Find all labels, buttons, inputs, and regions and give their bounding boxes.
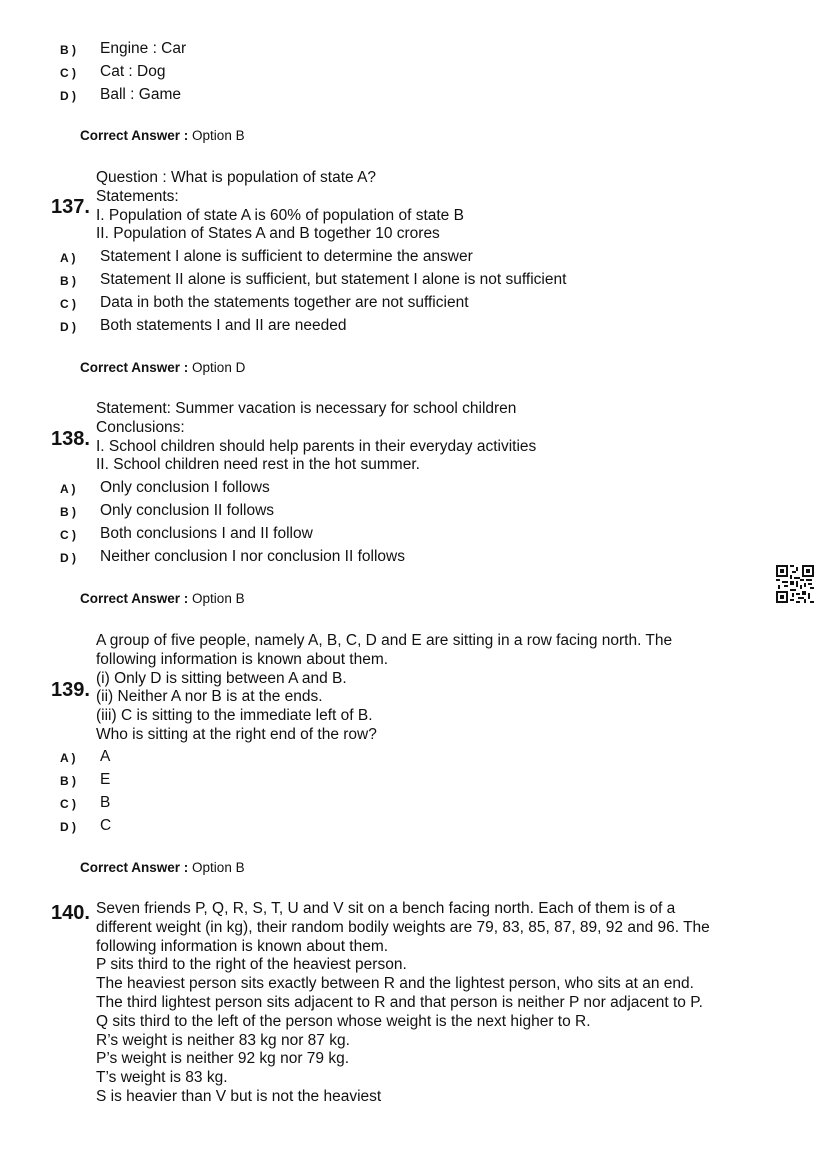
- answer-label: Correct Answer :: [80, 860, 189, 875]
- option-text: Neither conclusion I nor conclusion II follows: [100, 548, 405, 565]
- correct-answer: [80, 591, 245, 606]
- option-text: Data in both the statements together are not sufficient: [100, 294, 469, 311]
- option-letter: D ): [60, 320, 76, 334]
- option-text: Only conclusion II follows: [100, 502, 275, 519]
- answer-label: Correct Answer :: [80, 591, 189, 606]
- option-text: Both statements I and II are needed: [100, 317, 347, 334]
- question-number: 140.: [51, 902, 90, 924]
- question-line: S is heavier than V but is not the heaviest: [96, 1087, 382, 1105]
- answer-value: Option B: [192, 128, 245, 143]
- question-line: II. School children need rest in the hot summer.: [96, 456, 420, 474]
- answer-value: Option B: [192, 591, 245, 606]
- question-line: (ii) Neither A nor B is at the ends.: [96, 688, 323, 706]
- correct-answer: [80, 860, 245, 875]
- option-text: Statement II alone is sufficient, but statement I alone is not sufficient: [100, 271, 567, 288]
- question-number: 139.: [51, 679, 90, 701]
- option-text: C: [100, 817, 112, 834]
- question-text: [96, 900, 710, 1107]
- correct-answer: [80, 128, 245, 143]
- question-text: [96, 169, 464, 244]
- question-line: Question : What is population of state A?: [96, 169, 377, 186]
- question-line: different weight (in kg), their random bodily weights are 79, 83, 85, 87, 89, 92 and 96. The: [96, 918, 710, 936]
- question-line: P sits third to the right of the heaviest person.: [96, 956, 407, 974]
- question-line: Statements:: [96, 187, 179, 205]
- question-line: Seven friends P, Q, R, S, T, U and V sit on a bench facing north. Each of them is of a: [96, 900, 676, 917]
- option-text: Statement I alone is sufficient to determine the answer: [100, 248, 473, 265]
- question-line: (iii) C is sitting to the immediate left of B.: [96, 707, 373, 725]
- question-line: R’s weight is neither 83 kg nor 87 kg.: [96, 1031, 350, 1049]
- option-letter: C ): [60, 297, 76, 311]
- answer-value: Option D: [192, 360, 246, 375]
- option-letter: C ): [60, 797, 76, 811]
- question-line: Statement: Summer vacation is necessary for school children: [96, 400, 517, 417]
- option-text: E: [100, 771, 111, 788]
- qr-code-icon: [776, 565, 814, 603]
- option-letter: A ): [60, 482, 76, 496]
- answer-label: Correct Answer :: [80, 360, 189, 375]
- question-line: following information is known about them.: [96, 937, 389, 955]
- question-line: The third lightest person sits adjacent to R and that person is neither P nor adjacent to P.: [96, 993, 703, 1011]
- option-text: Only conclusion I follows: [100, 479, 270, 496]
- answer-value: Option B: [192, 860, 245, 875]
- answer-label: Correct Answer :: [80, 128, 189, 143]
- question-line: A group of five people, namely A, B, C, D and E are sitting in a row facing north. The: [96, 632, 673, 649]
- question-text: [96, 400, 536, 475]
- option-text: Cat : Dog: [100, 63, 166, 80]
- option-letter: D ): [60, 551, 76, 565]
- option-letter: C ): [60, 66, 76, 80]
- question-line: T’s weight is 83 kg.: [96, 1069, 228, 1087]
- option-letter: D ): [60, 820, 76, 834]
- option-text: Ball : Game: [100, 86, 181, 103]
- question-line: following information is known about them.: [96, 650, 389, 668]
- question-line: The heaviest person sits exactly between R and the lightest person, who sits at an end.: [96, 975, 694, 993]
- question-line: II. Population of States A and B together 10 crores: [96, 225, 440, 243]
- option-letter: A ): [60, 251, 76, 265]
- question-line: P’s weight is neither 92 kg nor 79 kg.: [96, 1050, 350, 1068]
- question-line: Q sits third to the left of the person whose weight is the next higher to R.: [96, 1012, 591, 1030]
- option-text: B: [100, 794, 111, 811]
- option-letter: B ): [60, 274, 76, 288]
- question-line: I. Population of state A is 60% of population of state B: [96, 206, 464, 224]
- option-letter: B ): [60, 43, 76, 57]
- question-text: [96, 632, 672, 745]
- option-letter: B ): [60, 774, 76, 788]
- question-line: Conclusions:: [96, 418, 185, 436]
- option-letter: A ): [60, 751, 76, 765]
- question-line: (i) Only D is sitting between A and B.: [96, 669, 347, 687]
- question-number: 137.: [51, 196, 90, 218]
- option-letter: B ): [60, 505, 76, 519]
- option-text: Both conclusions I and II follow: [100, 525, 313, 542]
- option-letter: D ): [60, 89, 76, 103]
- option-text: A: [100, 748, 111, 765]
- option-letter: C ): [60, 528, 76, 542]
- question-line: Who is sitting at the right end of the row?: [96, 725, 377, 743]
- option-text: Engine : Car: [100, 40, 187, 57]
- correct-answer: [80, 360, 245, 375]
- question-number: 138.: [51, 428, 90, 450]
- question-line: I. School children should help parents in their everyday activities: [96, 437, 537, 455]
